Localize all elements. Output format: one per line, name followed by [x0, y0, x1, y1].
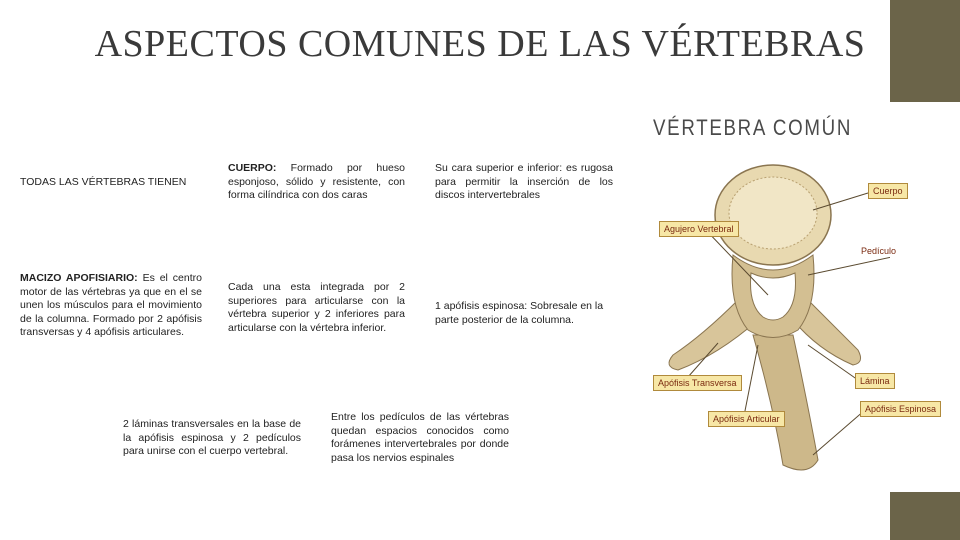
macizo-label: MACIZO APOFISIARIO: [20, 272, 138, 284]
cuerpo-text [228, 162, 405, 203]
integrada-text: Cada una esta integrada por 2 superiores para articularse con la vértebra superior y 2 inferiores para articularse con la vértebra inferior. [228, 281, 405, 334]
laminas-text: 2 láminas transversales en la base de la apófisis espinosa y 2 pedículos para unirse con el cuerpo vertebral. [123, 418, 301, 457]
macizo-apofisiario-text [20, 272, 202, 340]
label-apofisis-transversa: Apófisis Transversa [653, 375, 742, 391]
vertebra-illustration [633, 105, 890, 492]
label-agujero-vertebral: Agujero Vertebral [659, 221, 739, 237]
macizo-body: Es el centro motor de las vértebras ya que en el se unen los músculos para el movimiento de la columna. Formado por 2 apófisis transversas y 4 apófisis articulares. [20, 272, 202, 338]
accent-bar-bottom [890, 492, 960, 540]
cuerpo-label: CUERPO: [228, 162, 277, 174]
heading-todas-tienen: TODAS LAS VÉRTEBRAS TIENEN [20, 176, 187, 188]
slide-title: ASPECTOS COMUNES DE LAS VÉRTEBRAS [94, 23, 866, 65]
cuerpo-body: Formado por hueso esponjoso, sólido y resistente, con forma cilíndrica con dos caras [228, 162, 405, 201]
label-apofisis-espinosa: Apófisis Espinosa [860, 401, 941, 417]
label-pediculo: Pedículo [861, 246, 897, 256]
cara-superior-text: Su cara superior e inferior: es rugosa para permitir la inserción de los discos intervertebrales [435, 162, 613, 201]
label-lamina: Lámina [855, 373, 895, 389]
apofisis-espinosa-text: 1 apófisis espinosa: Sobresale en la parte posterior de la columna. [435, 300, 604, 326]
label-apofisis-articular: Apófisis Articular [708, 411, 785, 427]
vertebra-figure [633, 105, 937, 492]
pediculos-text: Entre los pedículos de las vértebras quedan espacios conocidos como forámenes intervertebrales por donde pasa los nervios espinales [331, 411, 509, 464]
spinous-process-shape [753, 335, 818, 470]
figure-title: VÉRTEBRA COMÚN [653, 115, 853, 140]
label-cuerpo: Cuerpo [868, 183, 908, 199]
